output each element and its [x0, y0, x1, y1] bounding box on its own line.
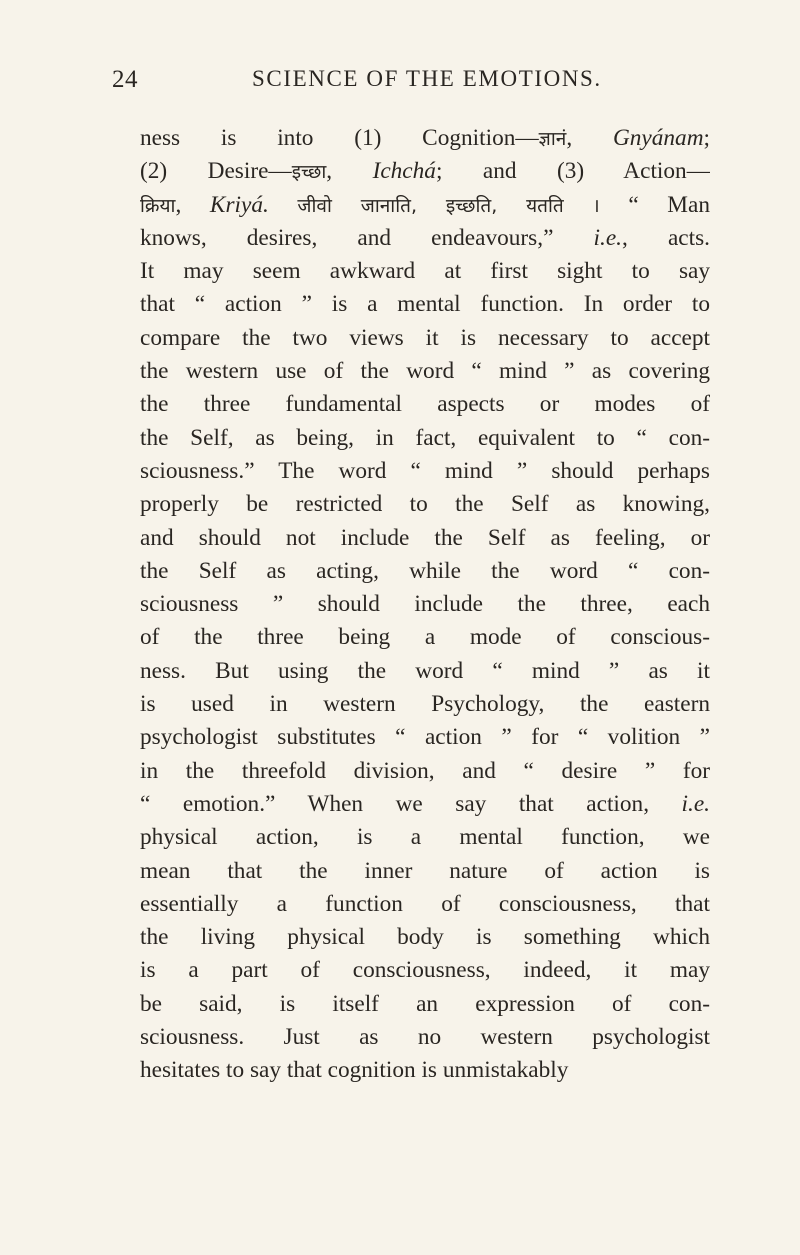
body-text: [140, 122, 710, 1088]
text-line: [140, 122, 710, 155]
text-segment: of the three being a mode of conscious-: [140, 624, 710, 651]
running-title: SCIENCE OF THE EMOTIONS.: [252, 66, 602, 91]
text-segment: in the threefold division, and “ desire ” for: [140, 757, 710, 784]
text-line: [140, 155, 710, 188]
text-line: [140, 621, 710, 654]
text-line: [140, 788, 710, 821]
text-segment: “ emotion.” When we say that action,: [140, 790, 682, 817]
text-segment: sciousness. Just as no western psychologist: [140, 1024, 710, 1051]
text-segment: ness is into (1) Cognition—: [140, 125, 539, 151]
text-segment: (2) Desire—: [140, 158, 292, 185]
text-segment: hesitates to say that cognition is unmistakably: [140, 1057, 569, 1084]
text-segment: compare the two views it is necessary to accept: [140, 324, 710, 351]
text-line: [140, 488, 710, 521]
text-line: [140, 1054, 710, 1087]
italic-text: Kriyá.: [209, 191, 269, 218]
devanagari-text: ज्ञानं: [538, 128, 567, 150]
text-line: [140, 954, 710, 987]
text-segment: sciousness ” should include the three, each: [140, 591, 710, 618]
text-segment: be said, is itself an expression of con-: [140, 990, 710, 1017]
text-segment: ness. But using the word “ mind ” as it: [140, 657, 710, 684]
text-segment: properly be restricted to the Self as knowing,: [140, 491, 710, 518]
text-line: [140, 821, 710, 854]
text-segment: ;: [703, 125, 710, 151]
text-line: [140, 355, 710, 388]
text-segment: , acts.: [622, 224, 710, 251]
text-line: [140, 988, 710, 1021]
devanagari-text: जीवो जानाति, इच्छति, यतति ।: [297, 194, 600, 217]
text-line: [140, 522, 710, 555]
text-line: [140, 1021, 710, 1054]
text-segment: “ Man: [599, 191, 710, 218]
text-segment: the living physical body is something which: [140, 924, 710, 951]
text-segment: It may seem awkward at first sight to say: [140, 258, 710, 285]
italic-text: Gnyánam: [612, 125, 704, 151]
text-segment: that “ action ” is a mental function. In order to: [140, 291, 710, 318]
text-line: [140, 555, 710, 588]
italic-text: i.e.: [681, 790, 710, 817]
text-line: [140, 755, 710, 788]
text-segment: is a part of consciousness, indeed, it may: [140, 957, 710, 984]
italic-text: i.e.: [593, 224, 622, 251]
text-segment: sciousness.” The word “ mind ” should perhaps: [140, 457, 710, 484]
text-segment: and should not include the Self as feeling, or: [140, 524, 710, 551]
text-line: [140, 388, 710, 421]
text-line: [140, 455, 710, 488]
text-line: [140, 688, 710, 721]
running-header: [112, 66, 712, 100]
text-segment: knows, desires, and endeavours,”: [140, 224, 594, 251]
text-line: [140, 721, 710, 754]
text-segment: ,: [175, 191, 210, 218]
text-segment: physical action, is a mental function, we: [140, 824, 710, 851]
text-segment: the Self, as being, in fact, equivalent to “ con-: [140, 424, 710, 451]
text-line: [140, 189, 710, 222]
text-segment: ,: [326, 158, 373, 185]
text-segment: the Self as acting, while the word “ con-: [140, 557, 710, 584]
text-line: [140, 888, 710, 921]
text-line: [140, 855, 710, 888]
italic-text: Ichchá: [372, 158, 436, 185]
text-line: [140, 422, 710, 455]
text-segment: ,: [566, 125, 613, 151]
text-segment: ; and (3) Action—: [435, 158, 710, 185]
text-segment: the western use of the word “ mind ” as covering: [140, 358, 710, 385]
devanagari-text: इच्छा: [291, 161, 327, 184]
text-line: [140, 222, 710, 255]
text-segment: is used in western Psychology, the eastern: [140, 691, 710, 718]
text-segment: [269, 192, 298, 218]
text-segment: mean that the inner nature of action is: [140, 857, 710, 884]
text-segment: essentially a function of consciousness, that: [140, 890, 710, 917]
text-line: [140, 322, 710, 355]
devanagari-text: क्रिया: [140, 194, 176, 217]
text-line: [140, 588, 710, 621]
text-segment: the three fundamental aspects or modes of: [140, 391, 710, 418]
text-line: [140, 255, 710, 288]
text-line: [140, 288, 710, 321]
page-number: 24: [112, 66, 138, 93]
text-line: [140, 921, 710, 954]
text-segment: psychologist substitutes “ action ” for “ volition ”: [140, 724, 710, 751]
text-line: [140, 655, 710, 688]
